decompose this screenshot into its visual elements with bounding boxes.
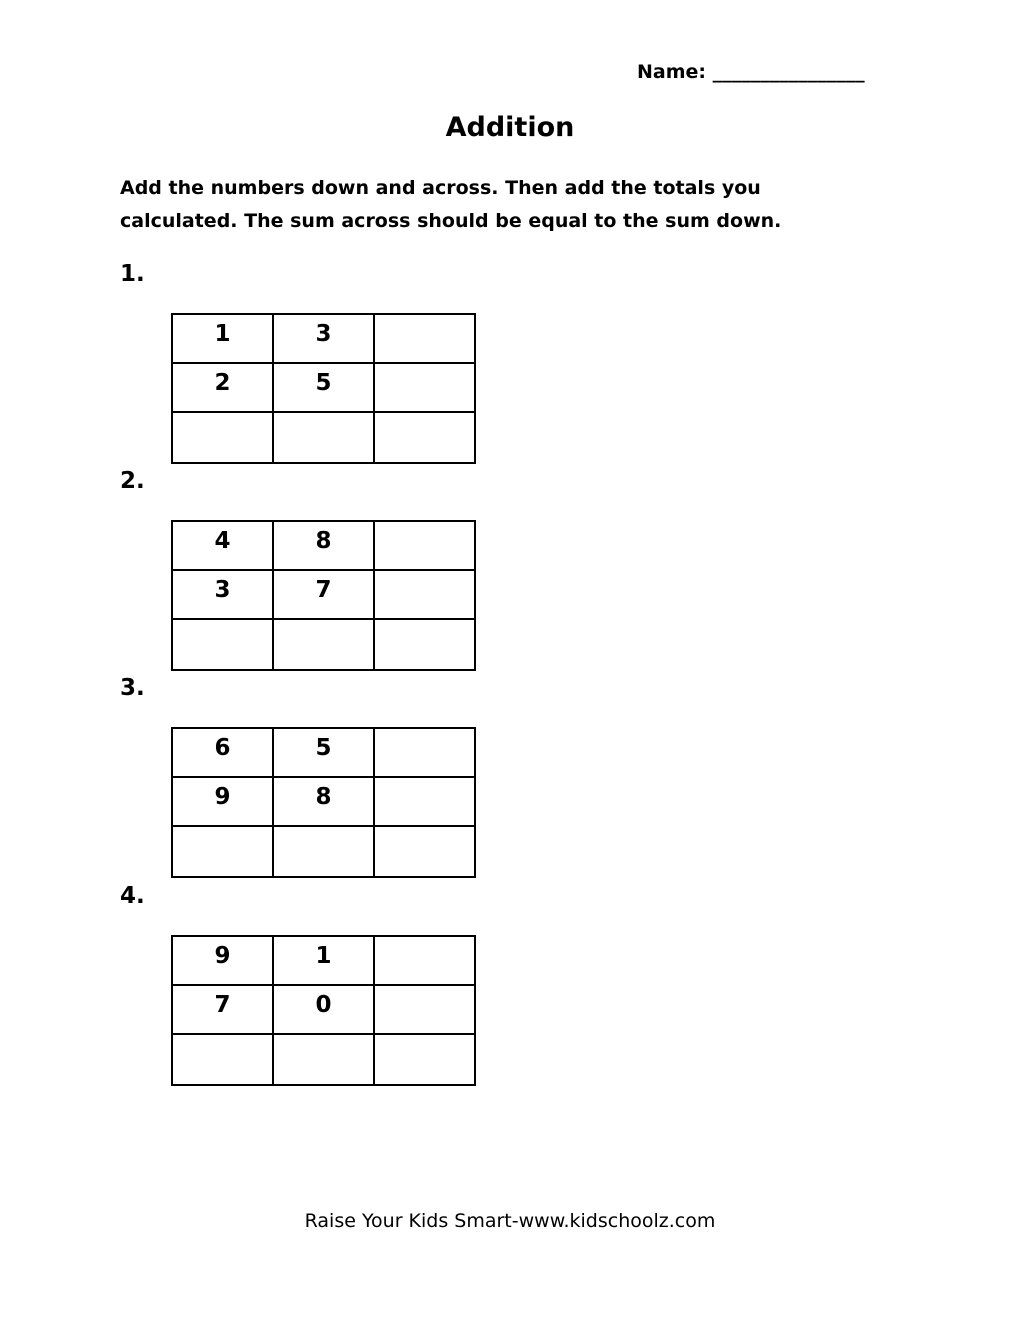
total-sum-cell [374, 619, 475, 670]
row-sum-cell [374, 728, 475, 777]
column-sum-cell [172, 619, 273, 670]
grid-cell: 7 [273, 570, 374, 619]
problem-3-label: 3. [120, 675, 145, 701]
total-sum-cell [374, 1034, 475, 1085]
problem-4-grid [171, 935, 476, 1086]
row-sum-cell [374, 363, 475, 412]
total-sum-cell [374, 826, 475, 877]
column-sum-cell [273, 412, 374, 463]
column-sum-cell [172, 1034, 273, 1085]
row-sum-cell [374, 936, 475, 985]
grid-cell: 5 [273, 363, 374, 412]
grid-cell: 3 [172, 570, 273, 619]
grid-cell: 0 [273, 985, 374, 1034]
problem-2-grid [171, 520, 476, 671]
problem-1-grid [171, 313, 476, 464]
grid-cell: 3 [273, 314, 374, 363]
row-sum-cell [374, 314, 475, 363]
column-sum-cell [273, 826, 374, 877]
grid-cell: 6 [172, 728, 273, 777]
grid-cell: 7 [172, 985, 273, 1034]
column-sum-cell [172, 826, 273, 877]
grid-cell: 9 [172, 777, 273, 826]
problem-1-label: 1. [120, 261, 145, 287]
grid-cell: 4 [172, 521, 273, 570]
problem-3-grid [171, 727, 476, 878]
column-sum-cell [172, 412, 273, 463]
grid-cell: 8 [273, 777, 374, 826]
total-sum-cell [374, 412, 475, 463]
grid-cell: 1 [273, 936, 374, 985]
problem-4-label: 4. [120, 883, 145, 909]
name-field-label: Name: ________________ [637, 61, 865, 83]
column-sum-cell [273, 1034, 374, 1085]
problem-2-label: 2. [120, 468, 145, 494]
row-sum-cell [374, 521, 475, 570]
grid-cell: 5 [273, 728, 374, 777]
page-title: Addition [445, 112, 575, 143]
footer-text: Raise Your Kids Smart-www.kidschoolz.com [304, 1210, 716, 1232]
grid-cell: 9 [172, 936, 273, 985]
row-sum-cell [374, 985, 475, 1034]
column-sum-cell [273, 619, 374, 670]
grid-cell: 1 [172, 314, 273, 363]
row-sum-cell [374, 777, 475, 826]
grid-cell: 8 [273, 521, 374, 570]
grid-cell: 2 [172, 363, 273, 412]
instructions-text: Add the numbers down and across. Then add the totals you calculated. The sum across should be equal to the sum down. [120, 177, 782, 232]
row-sum-cell [374, 570, 475, 619]
